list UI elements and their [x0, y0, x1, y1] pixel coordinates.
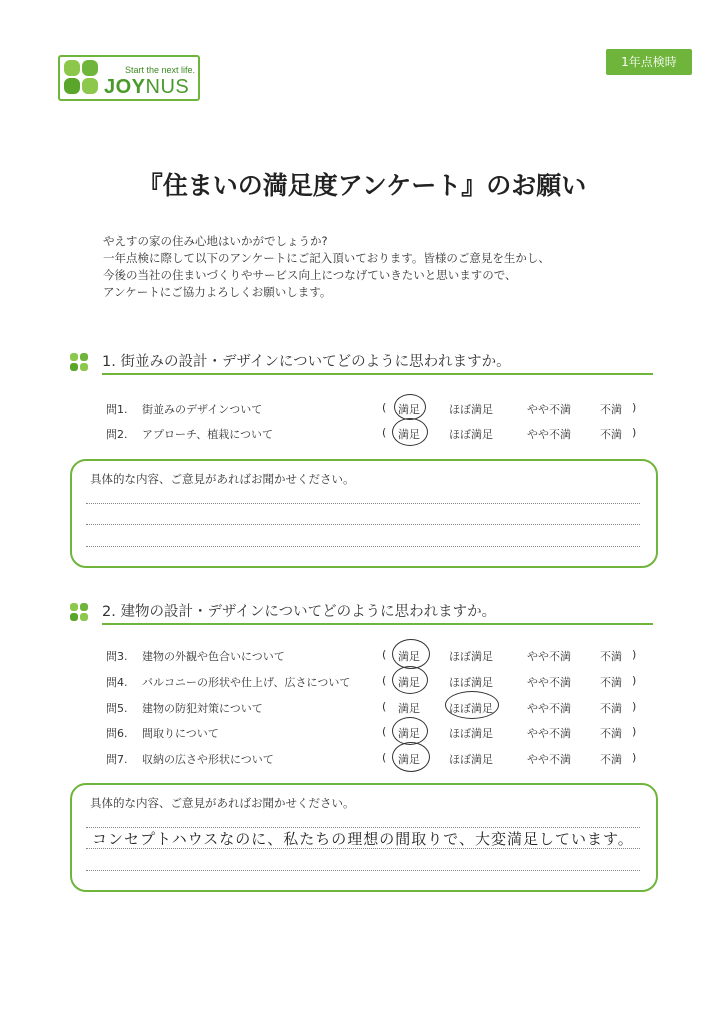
option-somewhat-dissatisfied[interactable]: やや不満: [527, 727, 571, 740]
option-mostly-satisfied[interactable]: ほぼ満足: [449, 702, 493, 715]
selection-circle: [392, 639, 430, 669]
selection-circle: [392, 742, 430, 772]
option-dissatisfied[interactable]: 不満: [600, 727, 622, 740]
option-dissatisfied[interactable]: 不満: [600, 676, 622, 689]
question-text: アプローチ、植栽について: [142, 428, 274, 441]
paren-close: ): [632, 674, 637, 687]
paren-close: ): [632, 401, 637, 414]
question-text: バルコニーの形状や仕上げ、広さについて: [142, 676, 351, 689]
comment-label: 具体的な内容、ご意見があればお聞かせください。: [90, 796, 355, 810]
clover-bullet-icon: [70, 353, 88, 371]
selection-circle: [392, 418, 428, 446]
option-somewhat-dissatisfied[interactable]: やや不満: [527, 428, 571, 441]
option-dissatisfied[interactable]: 不満: [600, 753, 622, 766]
question-number: 問5.: [106, 702, 128, 715]
option-satisfied[interactable]: 満足: [398, 676, 420, 689]
option-mostly-satisfied[interactable]: ほぼ満足: [449, 428, 493, 441]
comment-box-1[interactable]: [70, 459, 658, 568]
option-dissatisfied[interactable]: 不満: [600, 650, 622, 663]
option-satisfied[interactable]: 満足: [398, 753, 420, 766]
question-text: 建物の外観や色合いについて: [142, 650, 285, 663]
option-mostly-satisfied[interactable]: ほぼ満足: [449, 753, 493, 766]
page-title: 『住まいの満足度アンケート』のお願い: [137, 171, 587, 200]
question-number: 問4.: [106, 676, 128, 689]
selection-circle: [392, 717, 428, 745]
question-text: 収納の広さや形状について: [142, 753, 274, 766]
comment-line: [86, 546, 640, 547]
section2-underline: [102, 623, 653, 625]
option-mostly-satisfied[interactable]: ほぼ満足: [449, 403, 493, 416]
selection-circle: [392, 666, 428, 694]
option-satisfied[interactable]: 満足: [398, 403, 420, 416]
section1-underline: [102, 373, 653, 375]
paren-close: ): [632, 725, 637, 738]
paren-open: (: [382, 674, 387, 687]
option-satisfied[interactable]: 満足: [398, 727, 420, 740]
logo-brand-bold: JOY: [104, 76, 146, 98]
section2-heading-text: 2. 建物の設計・デザインについてどのように思われますか。: [102, 604, 497, 620]
paren-open: (: [382, 648, 387, 661]
question-number: 問6.: [106, 727, 128, 740]
clover-bullet-icon: [70, 603, 88, 621]
option-mostly-satisfied[interactable]: ほぼ満足: [449, 650, 493, 663]
inspection-badge: 1年点検時: [606, 49, 692, 75]
comment-line: [86, 524, 640, 525]
option-dissatisfied[interactable]: 不満: [600, 428, 622, 441]
question-text: 間取りについて: [142, 727, 219, 740]
paren-open: (: [382, 751, 387, 764]
option-dissatisfied[interactable]: 不満: [600, 403, 622, 416]
logo-tagline: Start the next life.: [125, 65, 196, 75]
selection-circle: [394, 394, 426, 420]
logo-brand: [104, 76, 189, 99]
option-mostly-satisfied[interactable]: ほぼ満足: [449, 676, 493, 689]
question-text: 街並みのデザインついて: [142, 403, 263, 416]
option-satisfied[interactable]: 満足: [398, 428, 420, 441]
option-mostly-satisfied[interactable]: ほぼ満足: [449, 727, 493, 740]
question-number: 問3.: [106, 650, 128, 663]
intro-line: 一年点検に際して以下のアンケートにご記入頂いております。皆様のご意見を生かし、: [103, 251, 550, 265]
comment-line: [86, 870, 640, 871]
paren-close: ): [632, 751, 637, 764]
option-satisfied[interactable]: 満足: [398, 650, 420, 663]
paren-close: ): [632, 426, 637, 439]
handwritten-comment: コンセプトハウスなのに、私たちの理想の間取りで、大変満足しています。: [92, 830, 634, 848]
paren-open: (: [382, 426, 387, 439]
question-number: 問2.: [106, 428, 128, 441]
option-somewhat-dissatisfied[interactable]: やや不満: [527, 676, 571, 689]
question-number: 問7.: [106, 753, 128, 766]
question-text: 建物の防犯対策について: [142, 702, 263, 715]
comment-label: 具体的な内容、ご意見があればお聞かせください。: [90, 472, 355, 486]
section1-heading-text: 1. 街並みの設計・デザインについてどのように思われますか。: [102, 354, 511, 370]
joynus-logo: [58, 55, 200, 101]
clover-logo-icon: [64, 60, 100, 96]
section2-heading: [70, 600, 496, 621]
intro-line: アンケートにご協力よろしくお願いします。: [103, 285, 332, 299]
paren-close: ): [632, 700, 637, 713]
section1-heading: [70, 350, 511, 371]
option-somewhat-dissatisfied[interactable]: やや不満: [527, 753, 571, 766]
paren-close: ): [632, 648, 637, 661]
intro-line: 今後の当社の住まいづくりやサービス向上につなげていきたいと思いますので、: [103, 268, 517, 282]
paren-open: (: [382, 725, 387, 738]
option-satisfied[interactable]: 満足: [398, 702, 420, 715]
option-somewhat-dissatisfied[interactable]: やや不満: [527, 702, 571, 715]
selection-circle: [445, 691, 499, 719]
intro-line: やえすの家の住み心地はいかがでしょうか?: [103, 234, 328, 248]
option-somewhat-dissatisfied[interactable]: やや不満: [527, 650, 571, 663]
option-dissatisfied[interactable]: 不満: [600, 702, 622, 715]
intro-text: [103, 233, 550, 301]
paren-open: (: [382, 401, 387, 414]
logo-brand-light: NUS: [145, 76, 190, 98]
paren-open: (: [382, 700, 387, 713]
option-somewhat-dissatisfied[interactable]: やや不満: [527, 403, 571, 416]
question-number: 問1.: [106, 403, 128, 416]
comment-line: [86, 503, 640, 504]
